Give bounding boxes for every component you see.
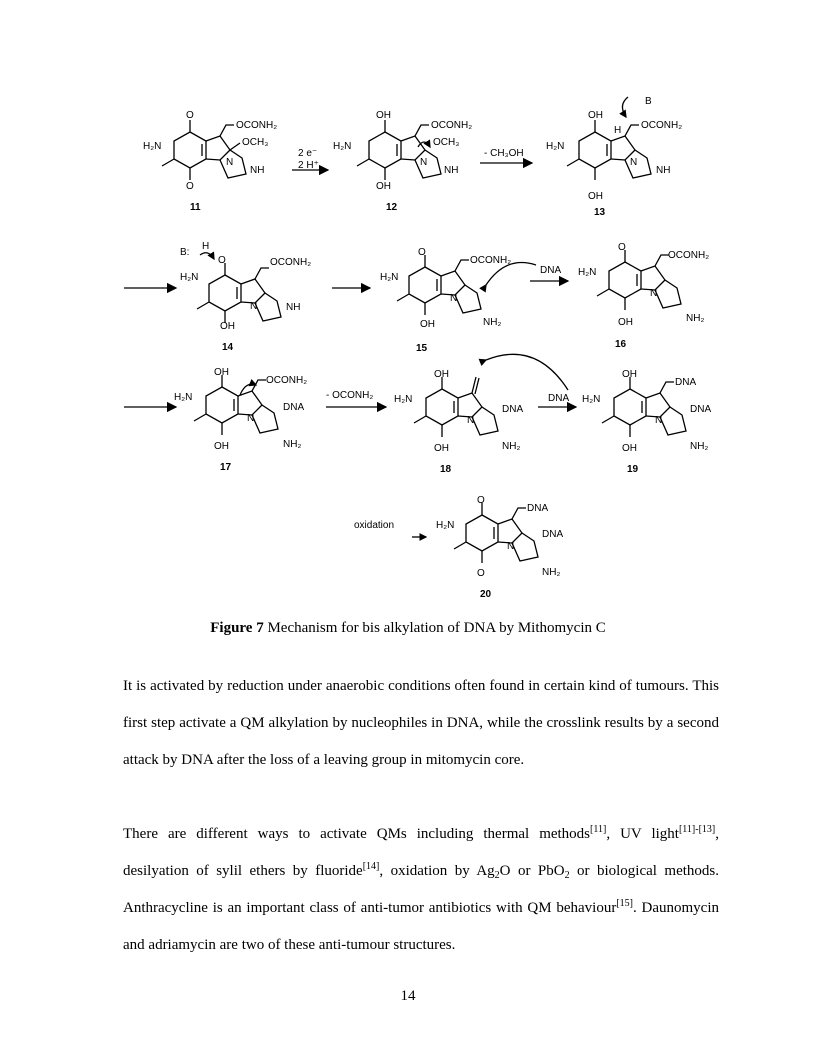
text-run: , desilyation of sylil ethers by fluoride [123,826,719,879]
carbamate-label: OCONH₂ [431,120,473,131]
figure-label: Figure 7 [210,620,264,636]
hydroxyl-label: OH [588,110,603,121]
methoxy-label: OCH₃ [433,137,460,148]
dna-label: DNA [527,503,549,514]
nitrogen-label: N [247,413,255,424]
compound-13 [567,97,651,180]
hydroxyl-label: OH [214,441,229,452]
dna-label: DNA [502,404,524,415]
compound-11 [162,120,246,180]
aziridine-nh-label: NH [444,165,459,176]
hydroxyl-label: OH [220,321,235,332]
reagent-label: DNA [540,265,562,276]
amine-label: NH₂ [690,441,709,452]
compound-number: 14 [222,342,234,353]
hydroxyl-label: OH [376,181,391,192]
compound-number: 18 [440,464,452,475]
hydroxyl-label: OH [214,367,229,378]
compound-number: 20 [480,589,492,600]
figure-caption-text: Mechanism for bis alkylation of DNA by Mithomycin C [263,620,606,636]
compound-14 [197,253,281,323]
reagent-label: - CH₃OH [484,148,524,159]
page-number: 14 [400,988,416,1004]
oxo-label: O [477,568,485,579]
amine-label: NH₂ [686,313,705,324]
carbamate-label: OCONH₂ [270,257,312,268]
nitrogen-label: N [467,415,475,426]
reagent-label: 2 H⁺ [298,160,319,171]
dna-label: DNA [690,404,712,415]
compound-20 [454,503,538,563]
oxo-label: O [477,495,485,506]
compound-number: 16 [615,339,627,350]
subscript: 2 [564,870,570,881]
oxo-label: O [618,242,626,253]
compound-number: 11 [190,202,201,213]
nitrogen-label: N [420,157,428,168]
aziridine-nh-label: NH [656,165,671,176]
methoxy-label: OCH₃ [242,137,269,148]
carbamate-label: OCONH₂ [470,255,512,266]
hydroxyl-label: OH [618,317,633,328]
aziridine-nh-label: NH [286,302,301,313]
text-run: . Daunomycin and adriamycin are two of these anti-tumour structures. [123,900,719,953]
aziridine-nh-label: NH [250,165,265,176]
nitrogen-label: N [655,415,663,426]
reagent-label: 2 e⁻ [298,148,318,159]
base-label: B: [180,247,190,258]
base-label: B [645,96,652,107]
citation: [15] [616,898,633,909]
text-run: O or PbO [499,863,565,879]
text-run: or biological methods. Anthracycline is an important class of anti-tumor antibiotics with QM behaviour [123,863,719,916]
h2n-label: H₂N [394,394,413,405]
hydroxyl-label: OH [376,110,391,121]
reagent-label: oxidation [354,520,395,531]
compound-18 [414,354,568,437]
compound-number: 12 [386,202,398,213]
carbamate-label: OCONH₂ [668,250,710,261]
hydrogen-label: H [614,125,622,136]
dna-label: DNA [542,529,564,540]
mechanism-scheme [100,85,740,615]
h2n-label: H₂N [380,272,399,283]
hydroxyl-label: OH [622,369,637,380]
nitrogen-label: N [650,288,658,299]
nitrogen-label: N [250,301,258,312]
citation: [11] [590,824,607,835]
hydrogen-label: H [202,241,210,252]
h2n-label: H₂N [333,141,352,152]
hydroxyl-label: OH [420,319,435,330]
oxo-label: O [186,110,194,121]
hydroxyl-label: OH [622,443,637,454]
compound-12 [357,120,441,180]
oxo-label: O [418,247,426,258]
nitrogen-label: N [226,157,234,168]
compound-number: 17 [220,462,232,473]
oxygen-label: O [218,255,226,266]
compound-number: 15 [416,343,428,354]
subscript: 2 [494,870,500,881]
nitrogen-label: N [630,157,638,168]
dna-label: DNA [283,402,305,413]
text-run: , oxidation by Ag [379,863,495,879]
amine-label: NH₂ [502,441,521,452]
nitrogen-label: N [450,293,458,304]
amine-label: NH₂ [483,317,502,328]
text-run: There are different ways to activate QMs including thermal methods [123,826,591,842]
h2n-label: H₂N [578,267,597,278]
h2n-label: H₂N [180,272,199,283]
carbamate-label: OCONH₂ [266,375,308,386]
amine-label: NH₂ [283,439,302,450]
nitrogen-label: N [507,541,515,552]
reagent-label: - OCONH₂ [326,390,374,401]
reagent-label: DNA [548,393,570,404]
amine-label: NH₂ [542,567,561,578]
h2n-label: H₂N [436,520,455,531]
oxo-label: O [186,181,194,192]
paragraph: It is activated by reduction under anaerobic conditions often found in certain kind of tumours. This first step activate a QM alkylation by nucleophiles in DNA, while the crosslink results by a second attack by DNA after the loss of a leaving group in mitomycin core. [123,678,719,768]
h2n-label: H₂N [174,392,193,403]
citation: [14] [362,861,380,872]
paragraph [123,816,719,964]
carbamate-label: OCONH₂ [236,120,278,131]
compound-19 [602,377,686,437]
text-run: , UV light [606,826,679,842]
carbamate-label: OCONH₂ [641,120,683,131]
hydroxyl-label: OH [434,369,449,380]
dna-label: DNA [675,377,697,388]
compound-15 [397,255,536,315]
citation: [11]-[13] [678,824,716,835]
figure-caption [0,620,816,637]
h2n-label: H₂N [143,141,162,152]
hydroxyl-label: OH [434,443,449,454]
compound-number: 13 [594,207,606,218]
compound-number: 19 [627,464,639,475]
hydroxyl-label: OH [588,191,603,202]
h2n-label: H₂N [546,141,565,152]
h2n-label: H₂N [582,394,601,405]
